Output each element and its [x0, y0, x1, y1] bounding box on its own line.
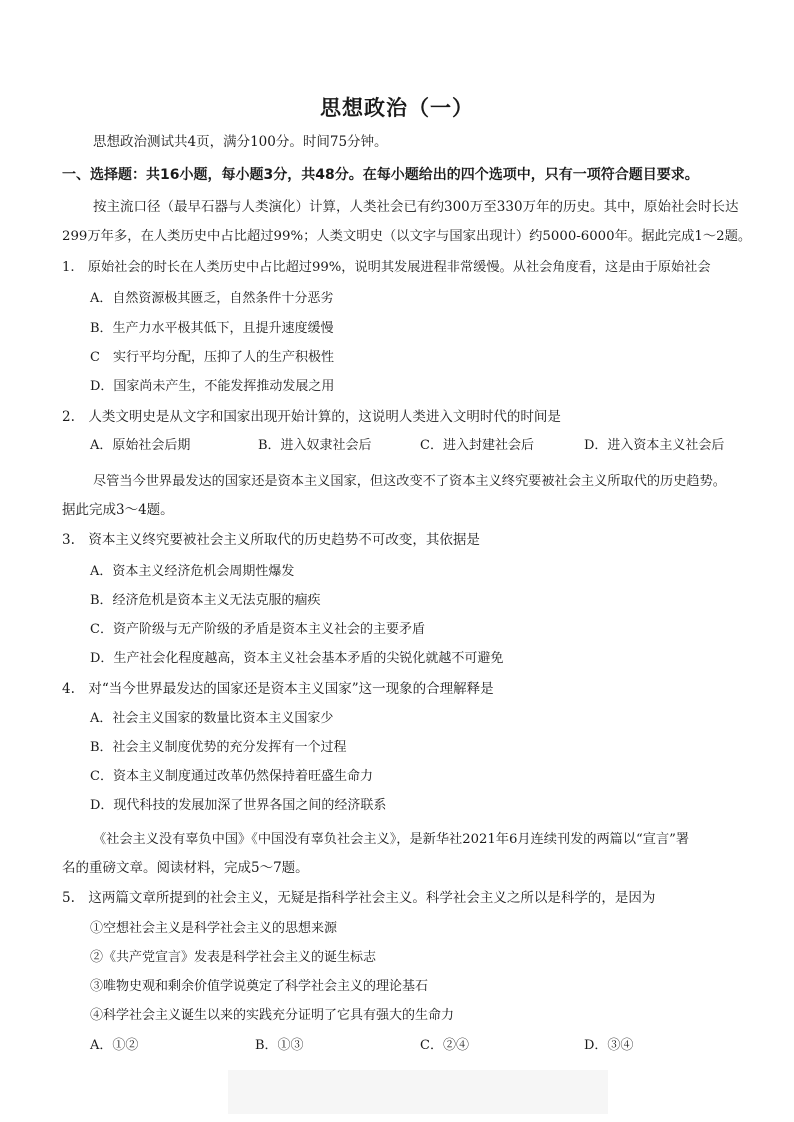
question-2-stem: 2. 人类文明史是从文字和国家出现开始计算的，这说明人类进入文明时代的时间是 [62, 409, 561, 425]
question-1-option-d: D．国家尚未产生，不能发挥推动发展之用 [90, 379, 335, 394]
question-3-option-d: D．生产社会化程度越高，资本主义社会基本矛盾的尖锐化就越不可避免 [90, 651, 504, 666]
question-3-option-b: B．经济危机是资本主义无法克服的痼疾 [90, 593, 321, 608]
question-1-option-c: C 实行平均分配，压抑了人的生产积极性 [90, 350, 334, 365]
question-5-stem: 5. 这两篇文章所提到的社会主义，无疑是指科学社会主义。科学社会主义之所以是科学的，是因为 [62, 890, 656, 906]
material-3-line-1: 《社会主义没有辜负中国》《中国没有辜负社会主义》，是新华社2021年6月连续刊发的两篇以“宣言”署 [93, 832, 690, 847]
question-2-option-b: B．进入奴隶社会后 [258, 438, 372, 453]
question-4-stem: 4. 对“当今世界最发达的国家还是资本主义国家”这一现象的合理解释是 [62, 681, 494, 697]
footer-blank-area [228, 1070, 608, 1114]
question-4-option-d: D．现代科技的发展加深了世界各国之间的经济联系 [90, 798, 387, 813]
question-5-statement-4: ④科学社会主义诞生以来的实践充分证明了它具有强大的生命力 [90, 1008, 455, 1023]
question-1-option-a: A．自然资源极其匮乏，自然条件十分恶劣 [90, 291, 334, 306]
material-1-line-2: 299万年多，在人类历史中占比超过99%；人类文明史（以文字与国家出现计）约5000-6000年。据此完成1～2题。 [62, 229, 752, 244]
exam-intro: 思想政治测试共4页，满分100分。时间75分钟。 [93, 134, 388, 150]
material-2-line-2: 据此完成3～4题。 [62, 502, 174, 518]
material-3-line-2: 名的重磅文章。阅读材料，完成5～7题。 [62, 860, 309, 876]
question-5-option-c: C．②④ [420, 1038, 469, 1053]
question-4-option-a: A．社会主义国家的数量比资本主义国家少 [90, 711, 334, 726]
question-3-stem: 3. 资本主义终究要被社会主义所取代的历史趋势不可改变，其依据是 [62, 532, 480, 548]
question-4-option-b: B．社会主义制度优势的充分发挥有一个过程 [90, 740, 347, 755]
question-5-option-b: B．①③ [255, 1038, 304, 1053]
material-1-line-1: 按主流口径（最早石器与人类演化）计算，人类社会已有约300万至330万年的历史。其中，原始社会时长达 [93, 199, 739, 215]
material-2-line-1: 尽管当今世界最发达的国家还是资本主义国家，但这改变不了资本主义终究要被社会主义所取代的历史趋势。 [93, 474, 726, 489]
question-3-option-a: A．资本主义经济危机会周期性爆发 [90, 564, 295, 579]
question-5-option-a: A．①② [90, 1038, 139, 1053]
question-4-option-c: C．资本主义制度通过改革仍然保持着旺盛生命力 [90, 769, 373, 784]
question-2-option-a: A．原始社会后期 [90, 438, 191, 453]
question-5-statement-2: ②《共产党宣言》发表是科学社会主义的诞生标志 [90, 950, 377, 965]
question-5-statement-1: ①空想社会主义是科学社会主义的思想来源 [90, 921, 338, 936]
page-title: 思想政治（一） [320, 96, 474, 120]
section-heading: 一、选择题：共16小题，每小题3分，共48分。在每小题给出的四个选项中，只有一项符合题目要求。 [62, 167, 699, 183]
question-2-option-c: C．进入封建社会后 [420, 438, 534, 453]
question-5-option-d: D．③④ [584, 1038, 634, 1053]
question-1-option-b: B．生产力水平极其低下，且提升速度缓慢 [90, 321, 334, 336]
question-2-option-d: D．进入资本主义社会后 [584, 438, 725, 453]
question-5-statement-3: ③唯物史观和剩余价值学说奠定了科学社会主义的理论基石 [90, 979, 429, 994]
question-3-option-c: C．资产阶级与无产阶级的矛盾是资本主义社会的主要矛盾 [90, 622, 425, 637]
question-1-stem: 1. 原始社会的时长在人类历史中占比超过99%，说明其发展进程非常缓慢。从社会角度看，这是由于原始社会 [62, 260, 711, 275]
